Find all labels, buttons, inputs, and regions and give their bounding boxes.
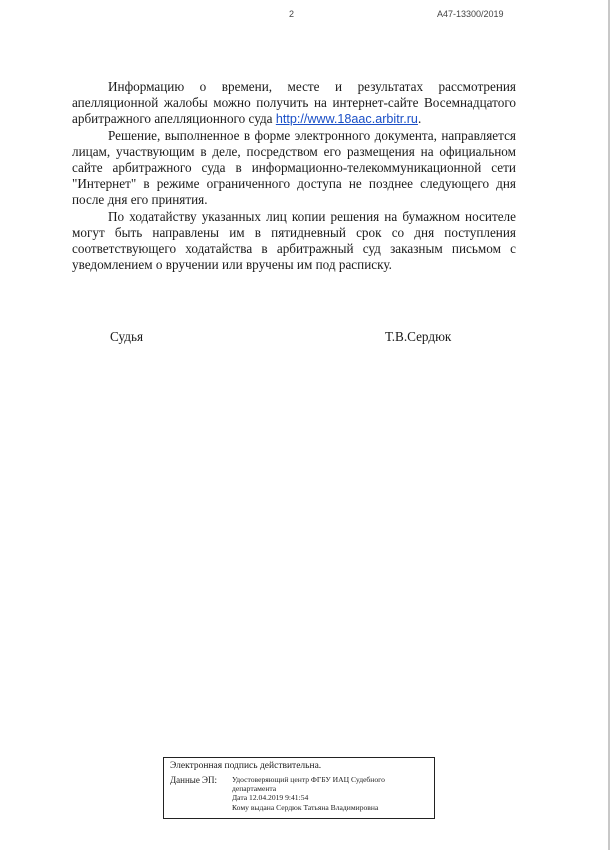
court-website-link[interactable]: http://www.18aac.arbitr.ru bbox=[275, 112, 418, 127]
judge-name: Т.В.Сердюк bbox=[385, 329, 452, 344]
e-signature-stamp bbox=[163, 757, 435, 819]
paragraph-electronic-decision: Решение, выполненное в форме электронного документа, направляется лицам, участвующим в деле, посредством его размещения на официальном сайте арбитражного суда в информационно-телекоммуникационной сети "Интернет" в режиме ограниченного доступа не позднее следующего дня после дня его принятия. bbox=[72, 127, 516, 208]
paragraph-hearing-info-text: Информацию о времени, месте и результатах рассмотрения апелляционной жалобы можно получить на интернет-сайте Восемнадцатого арбитражного апелляционного суда bbox=[72, 79, 516, 127]
document-body bbox=[72, 79, 516, 273]
e-signature-issued-to: Кому выдана Сердюк Татьяна Владимировна bbox=[232, 802, 379, 812]
e-signature-title: Электронная подпись действительна. bbox=[170, 761, 322, 771]
e-signature-issuer-line-1: Удостоверяющий центр ФГБУ ИАЦ Судебного bbox=[232, 775, 385, 784]
e-signature-details bbox=[170, 775, 428, 812]
e-signature-date: Дата 12.04.2019 9:41:54 bbox=[232, 793, 309, 803]
e-signature-label: Данные ЭП: bbox=[170, 775, 217, 785]
e-signature-issuer-line-2: департамента bbox=[232, 784, 277, 794]
judge-role: Судья bbox=[110, 329, 144, 344]
paragraph-hearing-info-end: . bbox=[417, 111, 422, 127]
page-number: 2 bbox=[289, 9, 295, 19]
paragraph-hearing-info bbox=[72, 79, 516, 128]
case-number: А47-13300/2019 bbox=[437, 9, 504, 19]
paragraph-paper-copies: По ходатайству указанных лиц копии решения на бумажном носителе могут быть направлены им в пятидневный срок со дня поступления соответствующего ходатайства в арбитражный суд заказным письмом с уведомлением о вручении или вручены им под расписку. bbox=[72, 208, 516, 273]
